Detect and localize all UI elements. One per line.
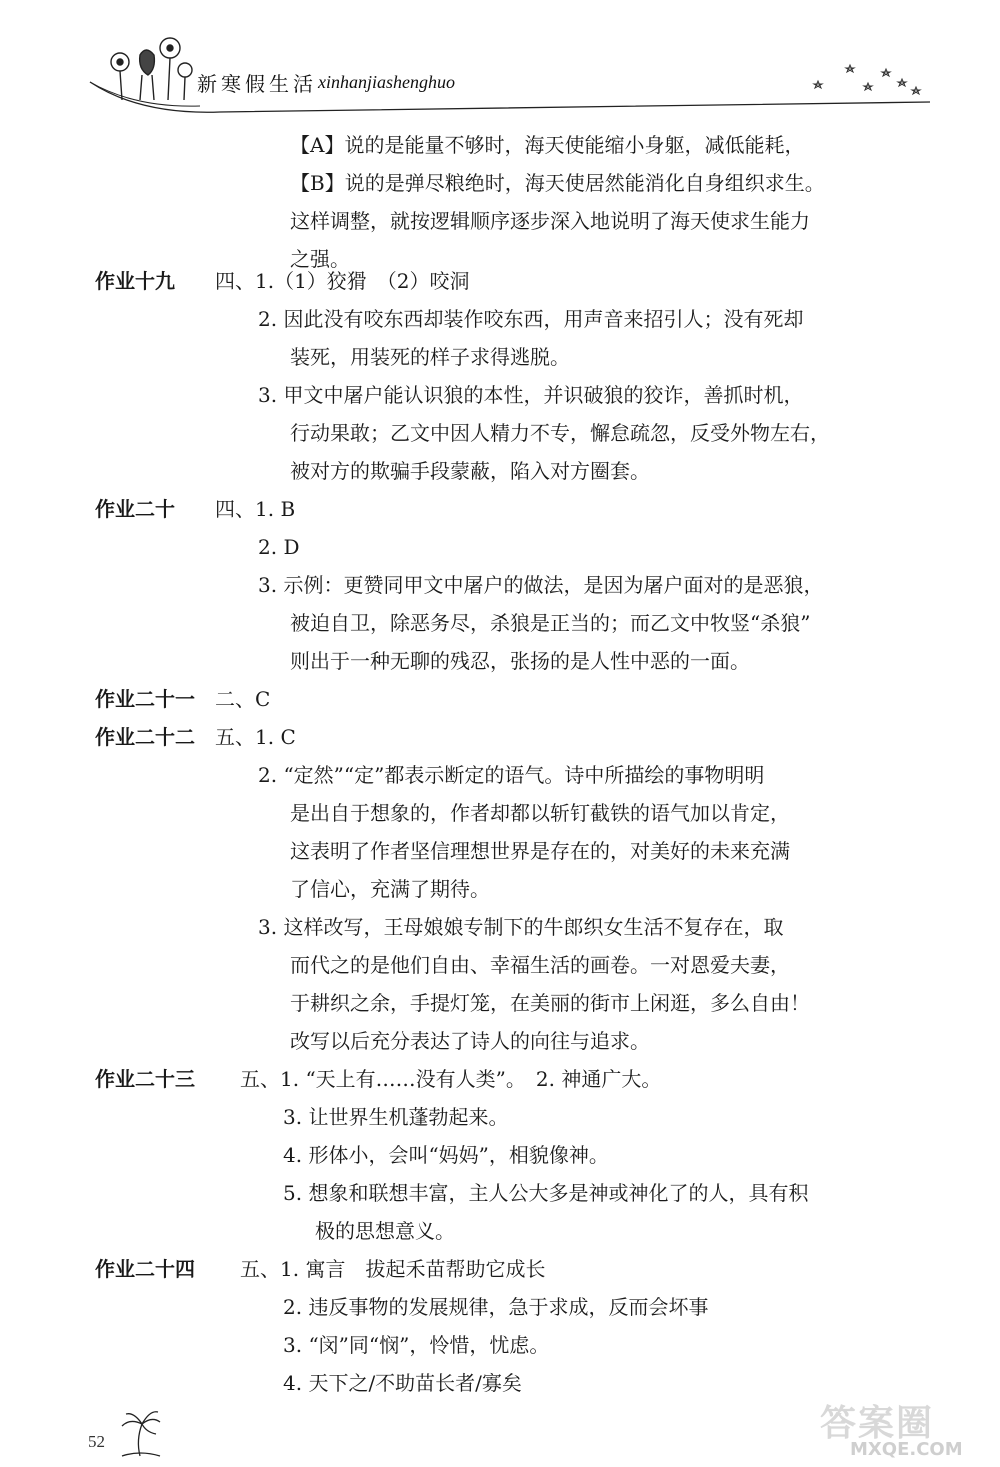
answer-line: 被迫自卫，除恶务尽，杀狼是正当的；而乙文中牧竖“杀狼” [290,611,811,635]
answer-line: 改写以后充分表达了诗人的向往与追求。 [290,1029,650,1053]
answer-line: 是出自于想象的，作者却都以斩钉截铁的语气加以肯定， [290,801,790,825]
watermark [820,1395,990,1465]
answer-line: 被对方的欺骗手段蒙蔽，陷入对方圈套。 [290,459,650,483]
answer-line: 3. 让世界生机蓬勃起来。 [283,1105,509,1129]
answer-line: 3. “闵”同“悯”，怜惜，忧虑。 [283,1333,550,1357]
watermark-logo: 答案圈 [820,1403,935,1444]
watermark-url: MXQE.COM [850,1439,963,1460]
answer-line: 4. 天下之/不助苗长者/寡矣 [283,1371,522,1395]
answer-line: 这样调整，就按逻辑顺序逐步深入地说明了海天使求生能力 [290,209,810,233]
answer-line: 极的思想意义。 [315,1219,455,1243]
answer-line: 于耕织之余，手提灯笼，在美丽的街市上闲逛，多么自由！ [290,991,810,1015]
answer-line: 行动果敢；乙文中因人精力不专，懈怠疏忽，反受外物左右， [290,421,830,445]
answer-line: 【B】说的是弹尽粮绝时，海天使居然能消化自身组织求生。 [290,171,825,195]
answer-line: 四、1. B [215,497,296,521]
answer-line: 2. 违反事物的发展规律，急于求成，反而会坏事 [283,1295,709,1319]
book-title-pinyin: xinhanjiashenghuo [318,72,455,92]
answer-line: 之强。 [290,247,350,271]
answer-line: 这表明了作者坚信理想世界是存在的，对美好的未来充满 [290,839,790,863]
book-title: 新寒假生活 [197,72,317,96]
answer-line: 五、1. “天上有……没有人类”。 2. 神通广大。 [240,1067,662,1091]
homework-label: 作业二十 [95,497,175,521]
answer-line: 3. 这样改写，王母娘娘专制下的牛郎织女生活不复存在，取 [258,915,784,939]
homework-label: 作业二十一 [95,687,195,711]
answer-line: 了信心，充满了期待。 [290,877,490,901]
homework-label: 作业二十三 [95,1067,195,1091]
answer-line: 2. D [258,535,300,559]
palm-tree-icon [116,1410,166,1460]
homework-label: 作业二十二 [95,725,195,749]
answer-line: 而代之的是他们自由、幸福生活的画卷。一对恩爱夫妻， [290,953,790,977]
answer-line: 装死，用装死的样子求得逃脱。 [290,345,570,369]
homework-label: 作业十九 [95,269,175,293]
answer-line: 5. 想象和联想丰富，主人公大多是神或神化了的人，具有积 [283,1181,809,1205]
answer-line: 2. 因此没有咬东西却装作咬东西，用声音来招引人；没有死却 [258,307,804,331]
answer-line: 五、1. 寓言 拔起禾苗帮助它成长 [240,1257,546,1281]
answer-line: 2. “定然”“定”都表示断定的语气。诗中所描绘的事物明明 [258,763,765,787]
answer-line: 【A】说的是能量不够时，海天使能缩小身躯，减低能耗， [290,133,805,157]
answer-line: 则出于一种无聊的残忍，张扬的是人性中恶的一面。 [290,649,750,673]
page-number: 52 [88,1432,105,1451]
answer-line: 二、C [215,687,271,711]
homework-label: 作业二十四 [95,1257,195,1281]
answer-line: 3. 甲文中屠户能认识狼的本性，并识破狼的狡诈，善抓时机， [258,383,804,407]
answer-line: 3. 示例：更赞同甲文中屠户的做法，是因为屠户面对的是恶狼， [258,573,824,597]
answer-line: 四、1.（1）狡猾 （2）咬洞 [215,269,470,293]
answer-line: 4. 形体小，会叫“妈妈”，相貌像神。 [283,1143,609,1167]
answer-line: 五、1. C [215,725,296,749]
